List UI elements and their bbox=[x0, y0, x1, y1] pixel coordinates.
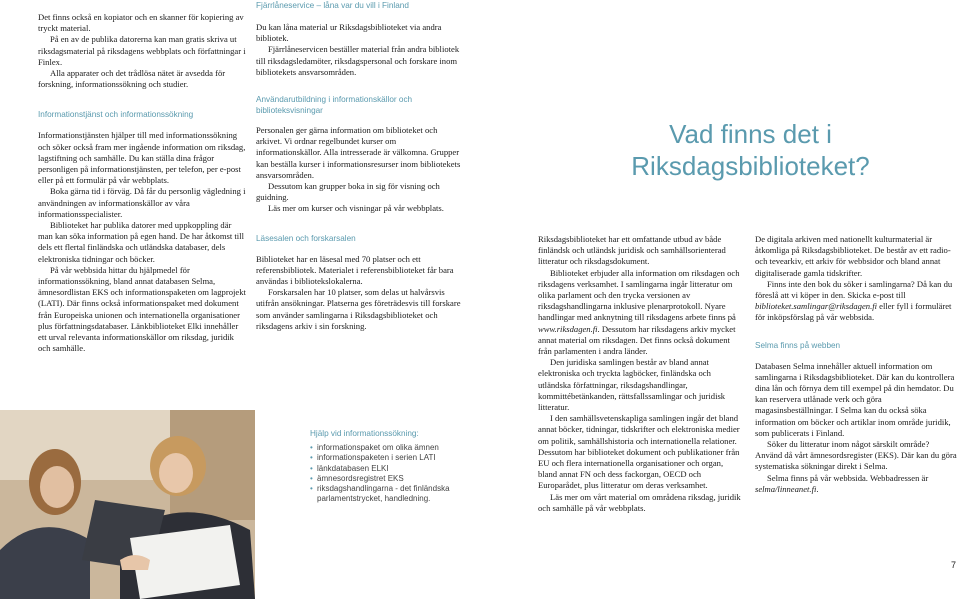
paragraph: De digitala arkiven med nationellt kulturmaterial är åtkomliga på Riksdagsbiblioteket. De består av ett radio- och tevearkiv, ett arkiv för webbsidor och bland annat digitaliserade gamla tidskrifter. bbox=[755, 234, 951, 278]
paragraph: Riksdagsbiblioteket har ett omfattande utbud av både finländsk och utländsk juridisk och samhällsorienterad litteratur och riksdagsdokument. bbox=[538, 234, 726, 267]
text-run: eller fyll i formuläret för inköpsförslag på vår webbsida. bbox=[755, 301, 952, 323]
photo-illustration bbox=[0, 410, 255, 599]
paragraph: På vår webbsida hittar du hjälpmedel för informationssökning, bland annat databasen Selma, ämnesordlistan EKS och informationspaketen om lagprojekt (LATI). Där finns också informationspaket med dokument från Europeiska unionen och internationella organisationer plus författningsdatabaser. Länkbiblioteket Elki innehåller ett urval relevanta informationskällor om riksdag, juridik och samhälle. bbox=[38, 264, 246, 354]
paragraph bbox=[538, 268, 744, 358]
page-title: Vad finns det i Riksdagsbiblioteket? bbox=[631, 119, 870, 181]
text-run: . bbox=[816, 483, 819, 494]
help-box bbox=[310, 428, 470, 505]
paragraph: Det finns också en kopiator och en skanner för kopiering av tryckt material. bbox=[38, 12, 244, 34]
paragraph: Den juridiska samlingen består av bland annat elektroniska och tryckta lagböcker, finländska och utländska författningar, riksdagshandlingar, kommittébetänkanden, rättsfallssamlingar och juridisk litteratur. bbox=[538, 357, 726, 413]
paragraph: I den samhällsvetenskapliga samlingen ingår det bland annat böcker, tidningar, tidskrifter och elektroniska medier om politik, samhällshistoria och internationella relationer. Dessutom har biblioteket dokument och publikationer från EU och flera internationella organisationer och organ, bland annat FN och dess fackorgan, OECD och Europarådet, plus litteratur om deras verksamhet. bbox=[538, 413, 740, 491]
paragraph: Läs mer om kurser och visningar på vår webbplats. bbox=[268, 203, 444, 214]
photo-people-at-laptop bbox=[0, 410, 255, 599]
column-4 bbox=[755, 234, 957, 495]
column-3 bbox=[538, 234, 744, 514]
section-heading: Selma finns på webben bbox=[755, 340, 841, 350]
paragraph: Informationstjänsten hjälper till med informationssökning och söker också fram mer ingående information om riksdag, lagstiftning och samhälle. Du kan ställa dina frågor personligen på informationstjänsten, per telefon, per e-post eller på ett formulär på vår webbplats. bbox=[38, 130, 246, 186]
paragraph: Dessutom kan grupper boka in sig för visning och guidning. bbox=[256, 181, 440, 203]
link-riksdagen[interactable]: www.riksdagen.fi bbox=[538, 323, 598, 334]
column-2 bbox=[256, 0, 462, 332]
help-list bbox=[310, 443, 470, 505]
section-heading: Fjärrlåneservice – låna var du vill i Finland bbox=[256, 1, 409, 10]
paragraph: Söker du litteratur inom något särskilt område? Använd då vårt ämnesordsregister (EKS). Där kan du göra systematiska sökningar direkt i Selma. bbox=[755, 439, 957, 472]
help-heading: Hjälp vid informationssökning: bbox=[310, 429, 419, 438]
text-run: Selma finns på vår webbsida. Webbadressen är bbox=[767, 472, 929, 483]
text-run: Biblioteket erbjuder alla information om riksdagen och riksdagens verksamhet. I samlingarna ingår litteratur om olika parlament och den trycka versionen av riksdagshandlingarna inklusive plenarprotokoll. Nyare handlingar med anknytning till riksdagens arbete finns på bbox=[538, 267, 740, 323]
section-heading: Informationstjänst och informationssökning bbox=[38, 110, 194, 120]
list-item: • ämnesordsregistret EKS bbox=[310, 474, 470, 484]
paragraph: Boka gärna tid i förväg. Då får du personlig vägledning i användningen av informationskällor av våra informationsspecialister. bbox=[38, 186, 246, 219]
list-item: • informationspaket om olika ämnen bbox=[310, 443, 470, 453]
paragraph: Personalen ger gärna information om biblioteket och arkivet. Vi ordnar regelbundet kurser om informationskällor. Alla intresserade är välkomna. Grupper kan beställa kurser i informationsresurser inom bibliotekets ansvarsområden. bbox=[256, 125, 461, 180]
text-run: Finns inte den bok du söker i samlingarna? Då kan du föreslå att vi köper in den. Skicka e-post till bbox=[755, 278, 953, 301]
column-1 bbox=[38, 12, 246, 354]
paragraph: Läs mer om vårt material om områdena riksdag, juridik och samhälle på vår webbplats. bbox=[538, 491, 741, 513]
paragraph: På en av de publika datorerna kan man gratis skriva ut riksdagsmaterial på riksdagens webbplats och författningar i Finlex. bbox=[38, 34, 246, 67]
paragraph: Databasen Selma innehåller aktuell information om samlingarna i Riksdagsbiblioteket. Där kan du kontrollera dina lån och förnya dem till exempel på din hemdator. Du kan reservera utlånade verk och göra magasinsbeställningar. I Selma kan du också söka information om böcker och artiklar inom område juridik, som publicerats i Finland. bbox=[755, 360, 955, 438]
paragraph: Biblioteket har publika datorer med uppkoppling där man kan söka information på egen hand. De har åtkomst till dels ett flertal finländska och utländska databaser, dels elektroniska tidningar och böcker. bbox=[38, 220, 244, 264]
paragraph: Forskarsalen har 10 platser, som delas ut halvårsvis utifrån ansökningar. Platserna ges företrädesvis till forskare som använder samlingarna i Riksdagsbiblioteket och riksdagens arkiv i sin forskning. bbox=[256, 287, 461, 331]
text-run: . Dessutom har riksdagens arkiv mycket annat material om riksdagen. Det finns också dokument från parlamenten i andra länder. bbox=[538, 323, 736, 357]
paragraph: Alla apparater och det trådlösa nätet är avsedda för forskning, informationssökning och studier. bbox=[38, 68, 226, 90]
paragraph: Du kan låna material ur Riksdagsbiblioteket via andra bibliotek. bbox=[256, 22, 442, 44]
paragraph bbox=[755, 279, 957, 324]
paragraph: Biblioteket har en läsesal med 70 platser och ett referensbibliotek. Materialet i referensbiblioteket får bara användas i bibliotekslokalerna. bbox=[256, 253, 454, 287]
list-item: • länkdatabasen ELKI bbox=[310, 464, 470, 474]
selma-link[interactable]: selma/linneanet.fi bbox=[755, 483, 817, 494]
section-heading: Läsesalen och forskarsalen bbox=[256, 233, 356, 243]
list-item: • riksdagshandlingarna - det finländska parlamentstrycket, handledning. bbox=[310, 484, 470, 505]
section-heading: Användarutbildning i informationskällor och biblioteksvisningar bbox=[256, 95, 413, 116]
email-link[interactable]: biblioteket.samlingar@riksdagen.fi bbox=[755, 301, 877, 312]
paragraph: Fjärrlåneservicen beställer material från andra bibliotek till riksdagsledamöter, riksdagspersonal och forskare inom bibliotekets ansvarsområden. bbox=[256, 44, 460, 77]
paragraph bbox=[755, 473, 957, 495]
page-number: 7 bbox=[951, 560, 957, 570]
list-item: • informationspaketen i serien LATI bbox=[310, 453, 470, 463]
